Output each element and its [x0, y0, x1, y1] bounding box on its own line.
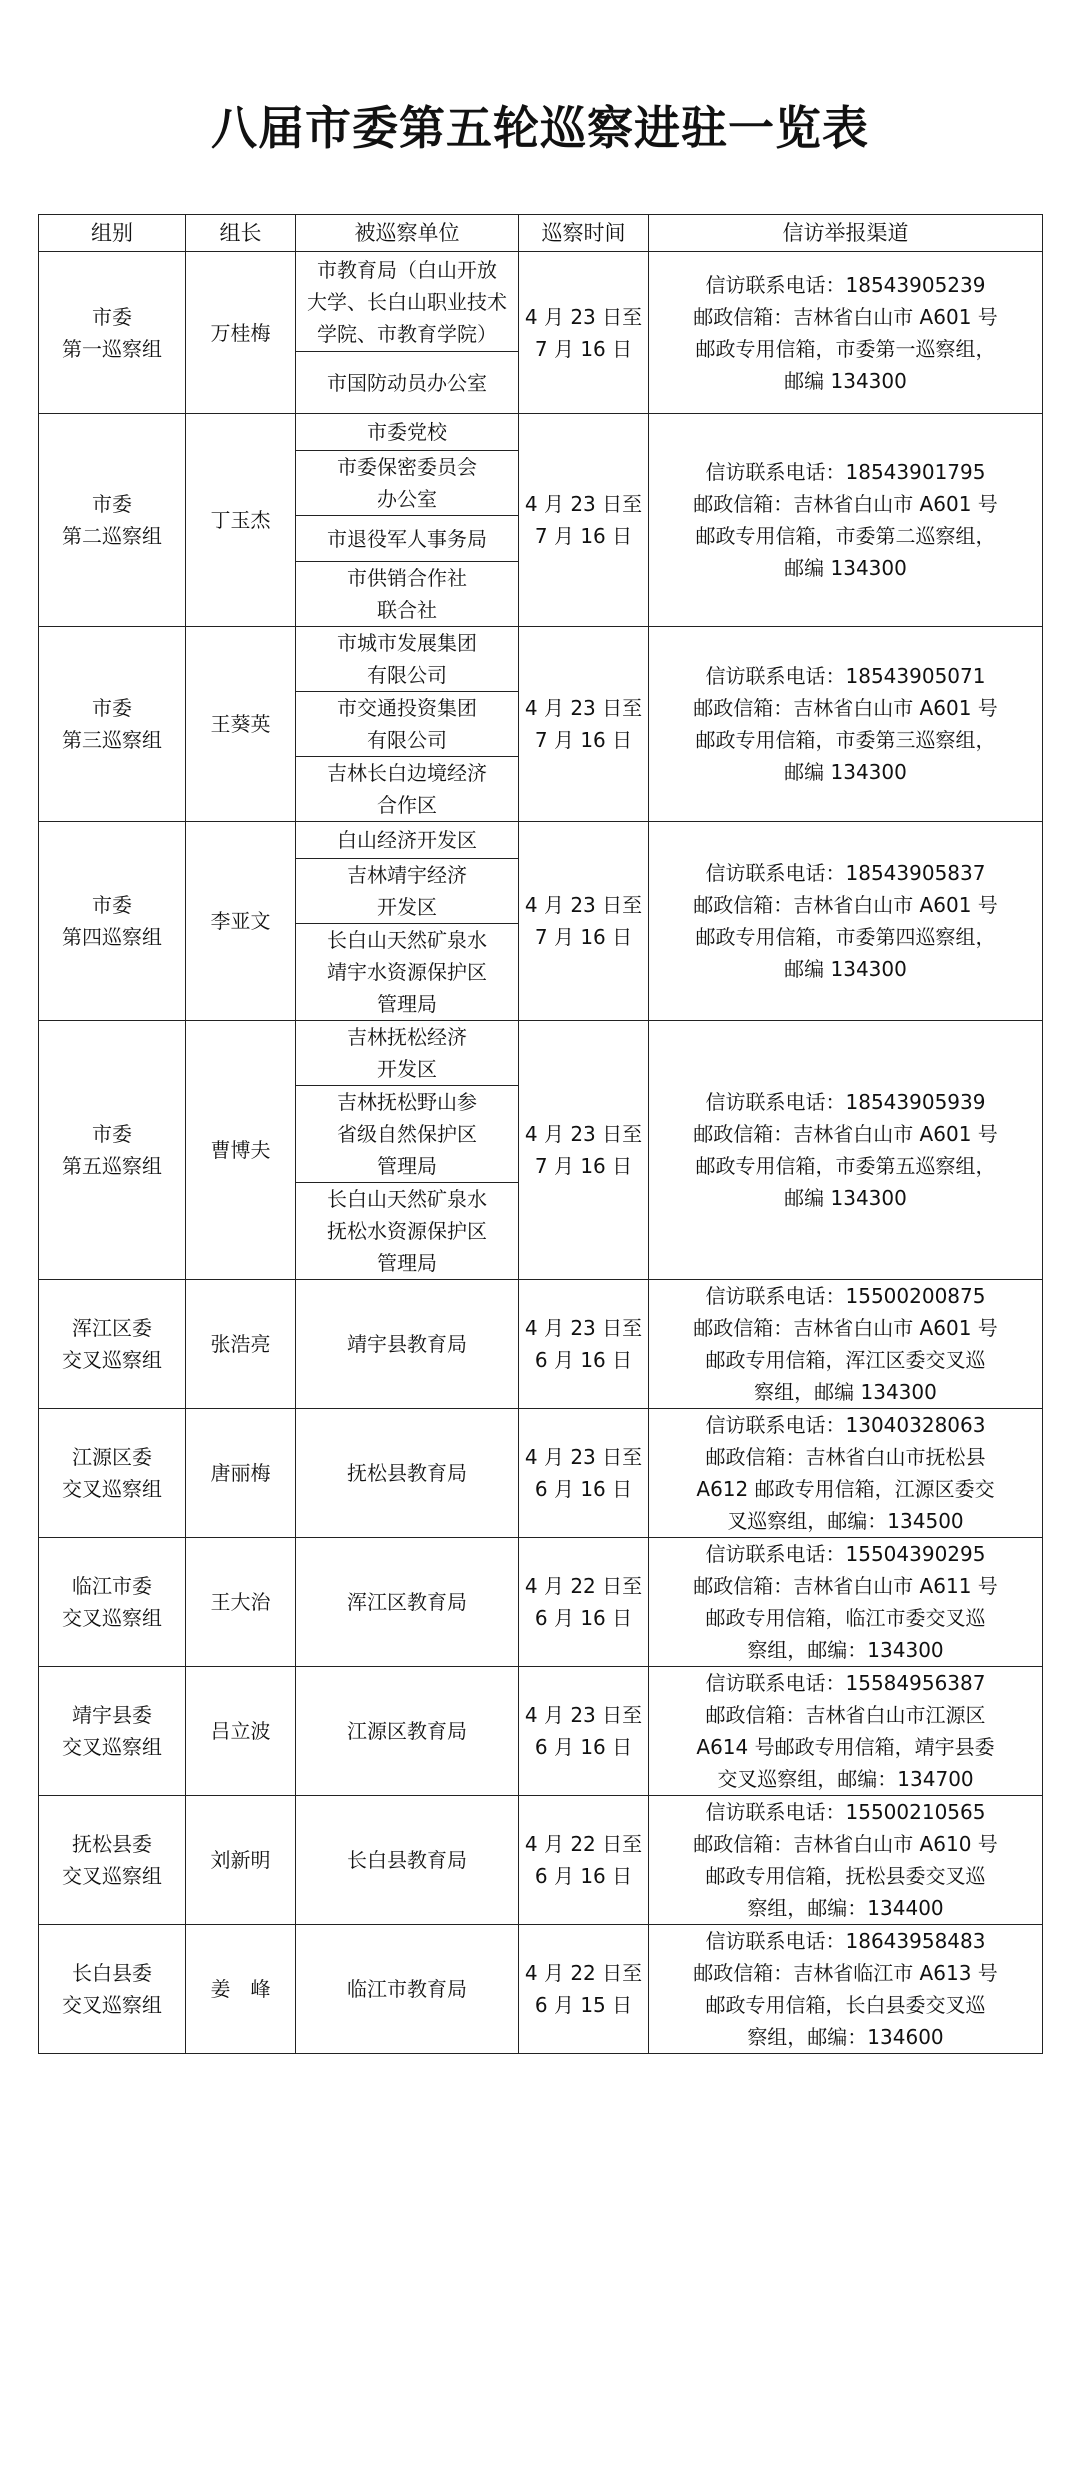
report-channel-line: 邮政专用信箱，浑江区委交叉巡	[705, 1348, 986, 1372]
report-channel-line: 邮政专用信箱，市委第五巡察组，	[695, 1154, 996, 1178]
table-row	[39, 1796, 1043, 1925]
inspected-unit-line: 市国防动员办公室	[327, 370, 487, 395]
report-channel-cell	[649, 1796, 1043, 1925]
group-name-line: 第四巡察组	[62, 925, 162, 949]
inspection-time-line: 4 月 23 日至	[524, 1316, 643, 1340]
inspection-time-line: 4 月 23 日至	[524, 696, 643, 720]
report-channel-line: 信访联系电话：15500210565	[705, 1800, 986, 1824]
inspection-time-cell	[519, 1925, 649, 2054]
group-name-line: 江源区委	[72, 1445, 152, 1469]
report-channel-line: 信访联系电话：18643958483	[705, 1929, 986, 1953]
inspected-unit-line: 省级自然保护区	[337, 1122, 477, 1146]
inspection-time-line: 6 月 16 日	[534, 1606, 633, 1630]
header-time: 巡察时间	[519, 215, 649, 252]
inspected-unit-cell	[296, 252, 519, 352]
inspection-time-cell	[519, 1796, 649, 1925]
group-name-line: 抚松县委	[72, 1832, 152, 1856]
inspected-unit-cell	[296, 414, 519, 451]
inspected-unit-cell	[296, 822, 519, 859]
inspected-unit-line: 大学、长白山职业技术	[307, 289, 507, 314]
inspected-unit-line: 市委党校	[367, 420, 447, 444]
report-channel-line: 邮政信箱：吉林省白山市 A611 号	[693, 1574, 998, 1598]
group-name-line: 第五巡察组	[62, 1154, 162, 1178]
header-leader: 组长	[186, 215, 296, 252]
table-row	[39, 822, 1043, 859]
report-channel-line: A614 号邮政专用信箱，靖宇县委	[696, 1735, 995, 1759]
inspected-unit-line: 管理局	[377, 1154, 437, 1178]
inspected-unit-line: 合作区	[377, 793, 437, 817]
inspected-unit-line: 办公室	[377, 487, 437, 511]
group-name-cell	[39, 627, 186, 822]
report-channel-line: 邮政信箱：吉林省白山市 A601 号	[693, 304, 998, 329]
inspected-unit-line: 吉林抚松经济	[347, 1025, 467, 1049]
leader-cell: 万桂梅	[186, 252, 296, 414]
inspected-unit-line: 市交通投资集团	[337, 696, 477, 720]
group-name-line: 市委	[92, 1122, 132, 1146]
inspected-unit-line: 市供销合作社	[347, 566, 467, 590]
inspected-unit-cell	[296, 1183, 519, 1280]
inspection-time-line: 6 月 16 日	[534, 1735, 633, 1759]
group-name-cell	[39, 252, 186, 414]
inspected-unit-line: 有限公司	[367, 728, 447, 752]
table-row	[39, 414, 1043, 451]
report-channel-line: 邮编 134300	[784, 556, 907, 580]
inspected-unit-cell	[296, 859, 519, 924]
inspection-time-cell	[519, 627, 649, 822]
group-name-cell	[39, 1409, 186, 1538]
report-channel-cell	[649, 414, 1043, 627]
report-channel-cell	[649, 822, 1043, 1021]
group-name-line: 市委	[92, 696, 132, 720]
inspection-time-line: 4 月 23 日至	[524, 1703, 643, 1727]
group-name-line: 交叉巡察组	[62, 1993, 162, 2017]
table-row	[39, 252, 1043, 352]
group-name-line: 靖宇县委	[72, 1703, 152, 1727]
report-channel-cell	[649, 1925, 1043, 2054]
leader-cell: 吕立波	[186, 1667, 296, 1796]
report-channel-cell	[649, 1280, 1043, 1409]
group-name-line: 长白县委	[72, 1961, 152, 1985]
leader-cell: 刘新明	[186, 1796, 296, 1925]
inspection-time-cell	[519, 1280, 649, 1409]
report-channel-line: 信访联系电话：15504390295	[705, 1542, 986, 1566]
group-name-cell	[39, 822, 186, 1021]
group-name-line: 第一巡察组	[62, 336, 162, 361]
table-row	[39, 627, 1043, 692]
inspected-unit-cell	[296, 692, 519, 757]
inspection-time-cell	[519, 414, 649, 627]
leader-cell: 张浩亮	[186, 1280, 296, 1409]
table-row	[39, 1021, 1043, 1086]
inspected-unit-cell	[296, 1086, 519, 1183]
report-channel-line: 邮编 134300	[784, 1186, 907, 1210]
inspected-unit-line: 开发区	[377, 895, 437, 919]
header-unit: 被巡察单位	[296, 215, 519, 252]
inspection-time-line: 4 月 23 日至	[524, 304, 643, 329]
group-name-cell	[39, 1796, 186, 1925]
inspection-time-cell	[519, 1667, 649, 1796]
report-channel-line: 邮政信箱：吉林省白山市江源区	[705, 1703, 986, 1727]
inspected-unit-cell	[296, 451, 519, 516]
inspection-time-line: 6 月 16 日	[534, 1348, 633, 1372]
report-channel-line: 信访联系电话：18543905239	[705, 272, 986, 297]
report-channel-line: 信访联系电话：18543901795	[705, 460, 986, 484]
group-name-line: 第三巡察组	[62, 728, 162, 752]
inspection-table	[38, 214, 1043, 2054]
inspected-unit-line: 吉林抚松野山参	[337, 1090, 477, 1114]
group-name-line: 市委	[92, 893, 132, 917]
report-channel-cell	[649, 1538, 1043, 1667]
leader-cell: 王葵英	[186, 627, 296, 822]
inspection-time-line: 7 月 16 日	[534, 925, 633, 949]
group-name-line: 市委	[92, 304, 132, 329]
table-row	[39, 1409, 1043, 1538]
inspected-unit-line: 市退役军人事务局	[327, 526, 487, 551]
leader-cell: 唐丽梅	[186, 1409, 296, 1538]
report-channel-line: 邮政专用信箱，长白县委交叉巡	[705, 1993, 986, 2017]
group-name-line: 交叉巡察组	[62, 1348, 162, 1372]
group-name-line: 交叉巡察组	[62, 1606, 162, 1630]
header-group: 组别	[39, 215, 186, 252]
inspected-unit-line: 市委保密委员会	[337, 455, 477, 479]
inspected-unit-cell	[296, 924, 519, 1021]
inspected-unit-cell	[296, 352, 519, 414]
report-channel-line: 邮政专用信箱，临江市委交叉巡	[705, 1606, 986, 1630]
report-channel-line: 察组，邮编：134400	[747, 1896, 944, 1920]
group-name-cell	[39, 1667, 186, 1796]
group-name-line: 交叉巡察组	[62, 1864, 162, 1888]
inspection-time-line: 4 月 23 日至	[524, 492, 643, 516]
inspected-unit-line: 吉林靖宇经济	[347, 863, 467, 887]
group-name-line: 浑江区委	[72, 1316, 152, 1340]
table-row	[39, 1667, 1043, 1796]
report-channel-cell	[649, 1409, 1043, 1538]
inspection-time-line: 4 月 22 日至	[524, 1574, 643, 1598]
inspected-unit-line: 有限公司	[367, 663, 447, 687]
inspected-unit-cell	[296, 627, 519, 692]
report-channel-line: 邮政信箱：吉林省白山市 A601 号	[693, 1122, 998, 1146]
report-channel-cell	[649, 627, 1043, 822]
leader-cell: 李亚文	[186, 822, 296, 1021]
inspected-unit-cell	[296, 516, 519, 562]
inspected-unit-line: 浑江区教育局	[347, 1590, 467, 1614]
report-channel-line: 邮政专用信箱，市委第二巡察组，	[695, 524, 996, 548]
inspected-unit-line: 靖宇县教育局	[347, 1332, 467, 1356]
inspected-unit-line: 市城市发展集团	[337, 631, 477, 655]
inspected-unit-line: 江源区教育局	[347, 1719, 467, 1743]
report-channel-line: 邮政信箱：吉林省白山市 A601 号	[693, 893, 998, 917]
table-row	[39, 1538, 1043, 1667]
header-channels: 信访举报渠道	[649, 215, 1043, 252]
group-name-line: 市委	[92, 492, 132, 516]
group-name-cell	[39, 1925, 186, 2054]
report-channel-line: 察组，邮编：134300	[747, 1638, 944, 1662]
report-channel-line: 邮政信箱：吉林省白山市 A601 号	[693, 696, 998, 720]
report-channel-line: 察组，邮编 134300	[754, 1380, 937, 1404]
report-channel-line: 邮编 134300	[784, 957, 907, 981]
table-header-row	[39, 215, 1043, 252]
report-channel-line: 邮政专用信箱，市委第一巡察组，	[695, 336, 996, 361]
inspected-unit-line: 临江市教育局	[347, 1977, 467, 2001]
report-channel-line: 信访联系电话：15584956387	[705, 1671, 986, 1695]
inspected-unit-line: 联合社	[377, 598, 437, 622]
report-channel-line: 邮政专用信箱，市委第三巡察组，	[695, 728, 996, 752]
inspected-unit-line: 抚松水资源保护区	[327, 1219, 487, 1243]
inspected-unit-cell	[296, 1667, 519, 1796]
report-channel-cell	[649, 252, 1043, 414]
inspected-unit-cell	[296, 1280, 519, 1409]
report-channel-line: 邮政专用信箱，市委第四巡察组，	[695, 925, 996, 949]
page-title: 八届市委第五轮巡察进驻一览表	[211, 101, 869, 155]
inspected-unit-line: 长白山天然矿泉水	[327, 1187, 487, 1211]
inspection-time-line: 6 月 16 日	[534, 1864, 633, 1888]
report-channel-line: 邮政信箱：吉林省白山市 A610 号	[693, 1832, 998, 1856]
inspected-unit-cell	[296, 1409, 519, 1538]
inspected-unit-line: 长白山天然矿泉水	[327, 928, 487, 952]
inspection-time-cell	[519, 1021, 649, 1280]
inspection-time-line: 4 月 23 日至	[524, 893, 643, 917]
report-channel-line: 信访联系电话：18543905071	[705, 664, 986, 688]
inspected-unit-cell	[296, 1538, 519, 1667]
report-channel-line: 交叉巡察组，邮编：134700	[717, 1767, 974, 1791]
group-name-cell	[39, 1538, 186, 1667]
report-channel-cell	[649, 1667, 1043, 1796]
inspection-time-line: 6 月 16 日	[534, 1477, 633, 1501]
table-row	[39, 1280, 1043, 1409]
report-channel-line: 叉巡察组，邮编：134500	[727, 1509, 964, 1533]
inspection-time-line: 4 月 23 日至	[524, 1122, 643, 1146]
inspection-time-cell	[519, 1538, 649, 1667]
inspected-unit-cell	[296, 1925, 519, 2054]
inspected-unit-cell	[296, 1021, 519, 1086]
inspection-time-line: 4 月 22 日至	[524, 1961, 643, 1985]
report-channel-line: 察组，邮编：134600	[747, 2025, 944, 2049]
report-channel-line: 邮编 134300	[784, 760, 907, 784]
inspected-unit-line: 管理局	[377, 992, 437, 1016]
inspected-unit-line: 开发区	[377, 1057, 437, 1081]
report-channel-line: 邮政信箱：吉林省临江市 A613 号	[693, 1961, 998, 1985]
inspected-unit-line: 长白县教育局	[347, 1848, 467, 1872]
inspected-unit-line: 学院、市教育学院）	[317, 321, 497, 346]
inspected-unit-line: 市教育局（白山开放	[317, 257, 497, 282]
group-name-line: 临江市委	[72, 1574, 152, 1598]
leader-cell: 王大治	[186, 1538, 296, 1667]
group-name-line: 交叉巡察组	[62, 1735, 162, 1759]
report-channel-line: 邮编 134300	[784, 368, 907, 393]
group-name-cell	[39, 1021, 186, 1280]
report-channel-line: A612 邮政专用信箱，江源区委交	[696, 1477, 995, 1501]
group-name-cell	[39, 414, 186, 627]
inspected-unit-cell	[296, 757, 519, 822]
report-channel-line: 邮政信箱：吉林省白山市抚松县	[705, 1445, 986, 1469]
inspected-unit-line: 管理局	[377, 1251, 437, 1275]
inspection-time-line: 7 月 16 日	[534, 1154, 633, 1178]
leader-cell: 姜 峰	[186, 1925, 296, 2054]
inspection-time-cell	[519, 1409, 649, 1538]
report-channel-line: 信访联系电话：15500200875	[705, 1284, 986, 1308]
report-channel-line: 信访联系电话：18543905939	[705, 1090, 986, 1114]
inspected-unit-cell	[296, 562, 519, 627]
inspection-time-line: 7 月 16 日	[534, 524, 633, 548]
report-channel-line: 信访联系电话：13040328063	[705, 1413, 986, 1437]
group-name-line: 交叉巡察组	[62, 1477, 162, 1501]
report-channel-line: 邮政信箱：吉林省白山市 A601 号	[693, 1316, 998, 1340]
report-channel-line: 邮政信箱：吉林省白山市 A601 号	[693, 492, 998, 516]
inspection-time-line: 7 月 16 日	[534, 728, 633, 752]
report-channel-cell	[649, 1021, 1043, 1280]
table-row	[39, 1925, 1043, 2054]
inspected-unit-line: 靖宇水资源保护区	[327, 960, 487, 984]
inspection-time-line: 4 月 23 日至	[524, 1445, 643, 1469]
leader-cell: 丁玉杰	[186, 414, 296, 627]
group-name-line: 第二巡察组	[62, 524, 162, 548]
inspection-time-line: 4 月 22 日至	[524, 1832, 643, 1856]
inspected-unit-cell	[296, 1796, 519, 1925]
report-channel-line: 信访联系电话：18543905837	[705, 861, 986, 885]
inspection-time-cell	[519, 252, 649, 414]
inspected-unit-line: 白山经济开发区	[337, 828, 477, 852]
inspection-time-line: 6 月 15 日	[534, 1993, 633, 2017]
group-name-cell	[39, 1280, 186, 1409]
inspection-time-cell	[519, 822, 649, 1021]
inspection-time-line: 7 月 16 日	[534, 336, 633, 361]
inspected-unit-line: 吉林长白边境经济	[327, 761, 487, 785]
report-channel-line: 邮政专用信箱，抚松县委交叉巡	[705, 1864, 986, 1888]
inspected-unit-line: 抚松县教育局	[347, 1461, 467, 1485]
leader-cell: 曹博夫	[186, 1021, 296, 1280]
